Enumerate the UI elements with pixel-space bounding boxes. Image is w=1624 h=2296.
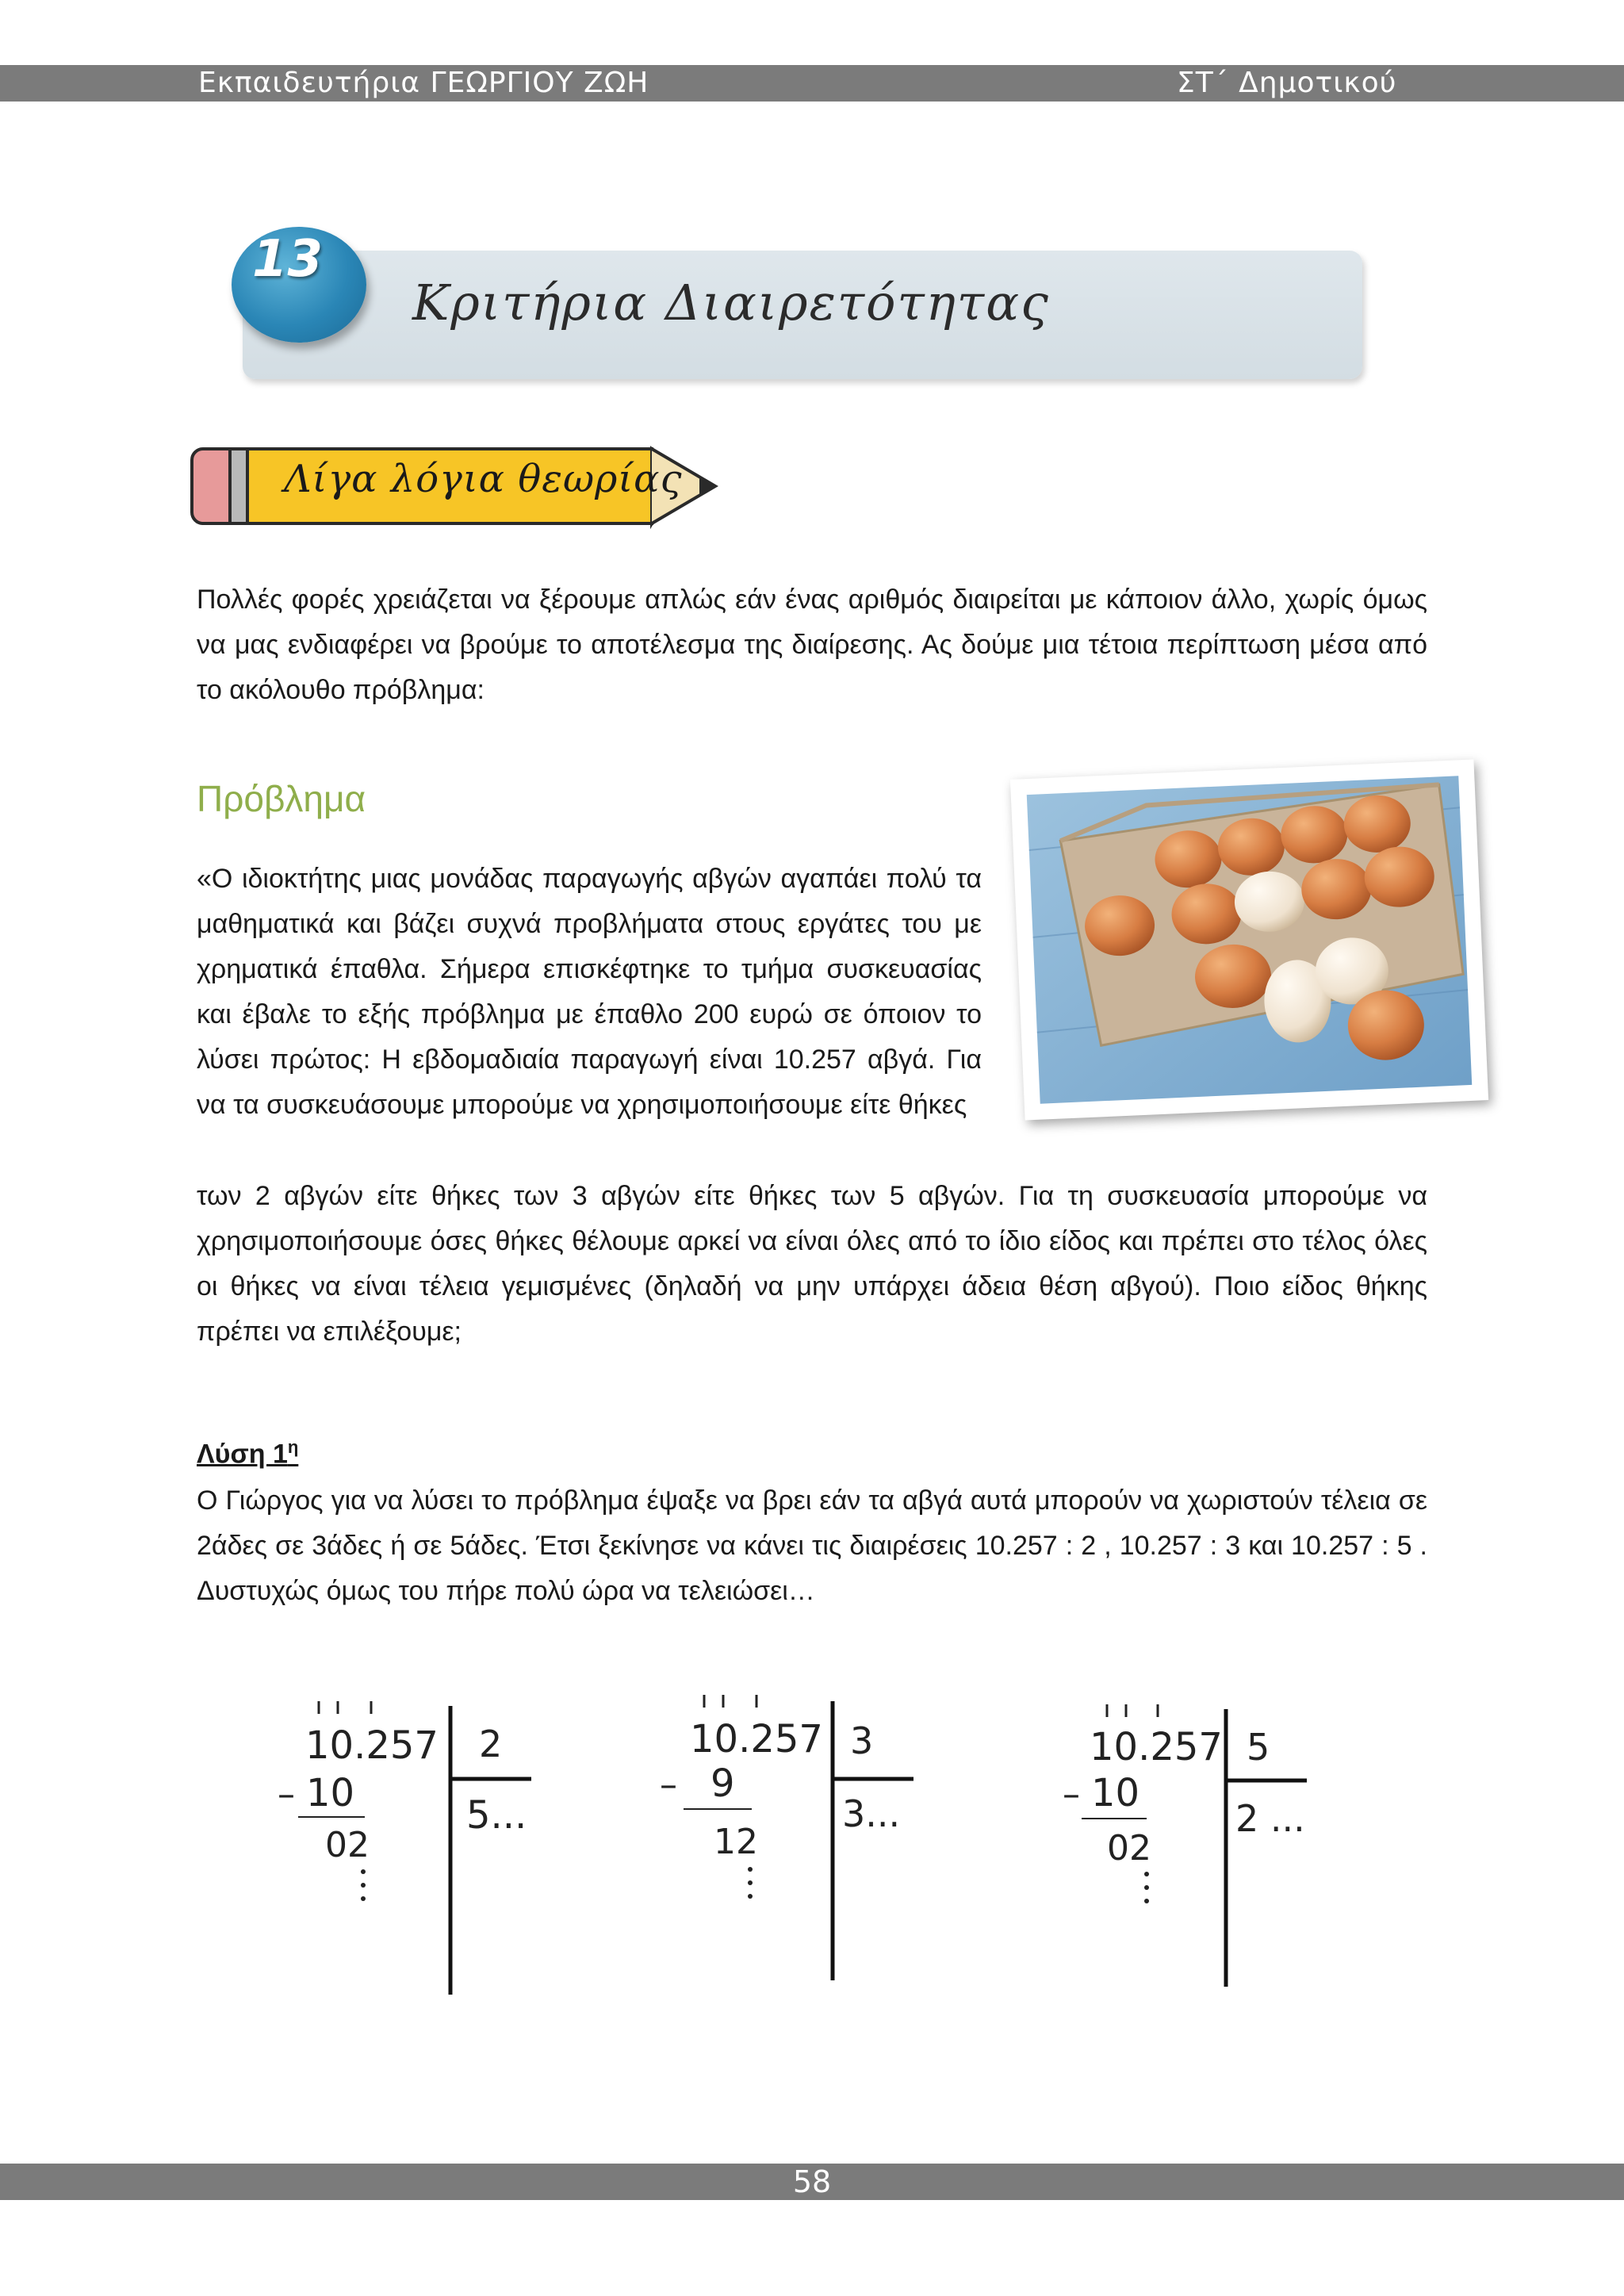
long-division-by-3 — [660, 1669, 999, 2003]
partial-remainder: 02 — [325, 1825, 370, 1865]
quotient: 2 ... — [1235, 1797, 1305, 1840]
dividend: 10.257 — [1090, 1725, 1223, 1769]
chapter-title: Κριτήρια Διαιρετότητας — [412, 274, 1050, 332]
school-name: Εκπαιδευτήρια ΓΕΩΡΓΙΟΥ ΖΩΗ — [198, 67, 649, 99]
long-division-by-2 — [278, 1669, 619, 2003]
divisor: 3 — [850, 1719, 874, 1762]
svg-text:–: – — [278, 1774, 295, 1815]
partial-remainder: 02 — [1107, 1828, 1151, 1869]
dividend: 10.257 — [690, 1717, 823, 1761]
solution-heading-superscript: η — [287, 1437, 299, 1457]
solution-paragraph: Ο Γιώργος για να λύσει το πρόβλημα έψαξε να βρει εάν τα αβγά αυτά μπορούν να χωριστούν τέλεια σε 2άδες σε 3άδες ή σε 5άδες. Έτσι ξεκίνησε να κάνει τις διαιρέσεις 10.257 : 2 , 10.257 : 3 και 10.257 : 5 . Δυστυχώς όμως του πήρε πολύ ώρα να τελειώσει… — [197, 1485, 1427, 1606]
problem-text-part1: «Ο ιδιοκτήτης μιας μονάδας παραγωγής αβγών αγαπάει πολύ τα μαθηματικά και βάζει συχνά προβλήματα στους εργάτες του με χρηματικά έπαθλα. Σήμερα επισκέφτηκε το τμήμα συσκευασίας και έβαλε το εξής πρόβλημα με έπαθλο 200 ευρώ σε όποιον το λύσει πρώτος: Η εβδομαδιαία παραγωγή είναι 10.257 αβγά. Για να τα συσκευάσουμε μπορούμε να χρησιμοποιήσουμε είτε θήκες — [197, 864, 982, 1120]
eggs-carton-illustration — [1027, 776, 1472, 1103]
quotient: 5... — [466, 1793, 527, 1838]
subtracted-value: 10 — [1091, 1771, 1140, 1815]
dividend: 10.257 — [305, 1723, 439, 1768]
quotient: 3... — [842, 1792, 901, 1835]
svg-text:–: – — [660, 1765, 677, 1805]
problem-heading: Πρόβλημα — [197, 778, 366, 819]
theory-label: Λίγα λόγια θεωρίας — [284, 457, 683, 501]
divisor: 2 — [479, 1723, 503, 1765]
eggs-photo — [1010, 759, 1488, 1120]
solution-heading — [197, 1437, 298, 1470]
divisor: 5 — [1247, 1726, 1270, 1769]
grade-label: ΣΤ΄ Δημοτικού — [1177, 67, 1397, 99]
solution-heading-text: Λύση 1 — [197, 1439, 288, 1470]
intro-paragraph: Πολλές φορές χρειάζεται να ξέρουμε απλώς εάν ένας αριθμός διαιρείται με κάποιον άλλο, χωρίς όμως να μας ενδιαφέρει να βρούμε το αποτέλεσμα της διαίρεσης. Ας δούμε μια τέτοια περίπτωση μέσα από το ακόλουθο πρόβλημα: — [197, 585, 1427, 705]
subtracted-value: 9 — [710, 1761, 735, 1806]
partial-remainder: 12 — [714, 1822, 758, 1862]
subtracted-value: 10 — [306, 1771, 355, 1815]
problem-text-part2: των 2 αβγών είτε θήκες των 3 αβγών είτε θήκες των 5 αβγών. Για τη συσκευασία μπορούμε να χρησιμοποιήσουμε όσες θήκες θέλουμε αρκεί να είναι όλες από το ίδιο είδος και πρέπει στο τέλος όλες οι θήκες να είναι τέλεια γεμισμένες (δηλαδή να μην υπάρχει άδεια θέση αβγού). Ποιο είδος θήκης πρέπει να επιλέξουμε; — [197, 1181, 1427, 1347]
page-number: 58 — [792, 2164, 832, 2199]
chapter-number: 13 — [252, 230, 324, 289]
long-division-by-5 — [1063, 1669, 1396, 2003]
svg-text:–: – — [1063, 1774, 1080, 1815]
header-bar — [0, 65, 1624, 102]
